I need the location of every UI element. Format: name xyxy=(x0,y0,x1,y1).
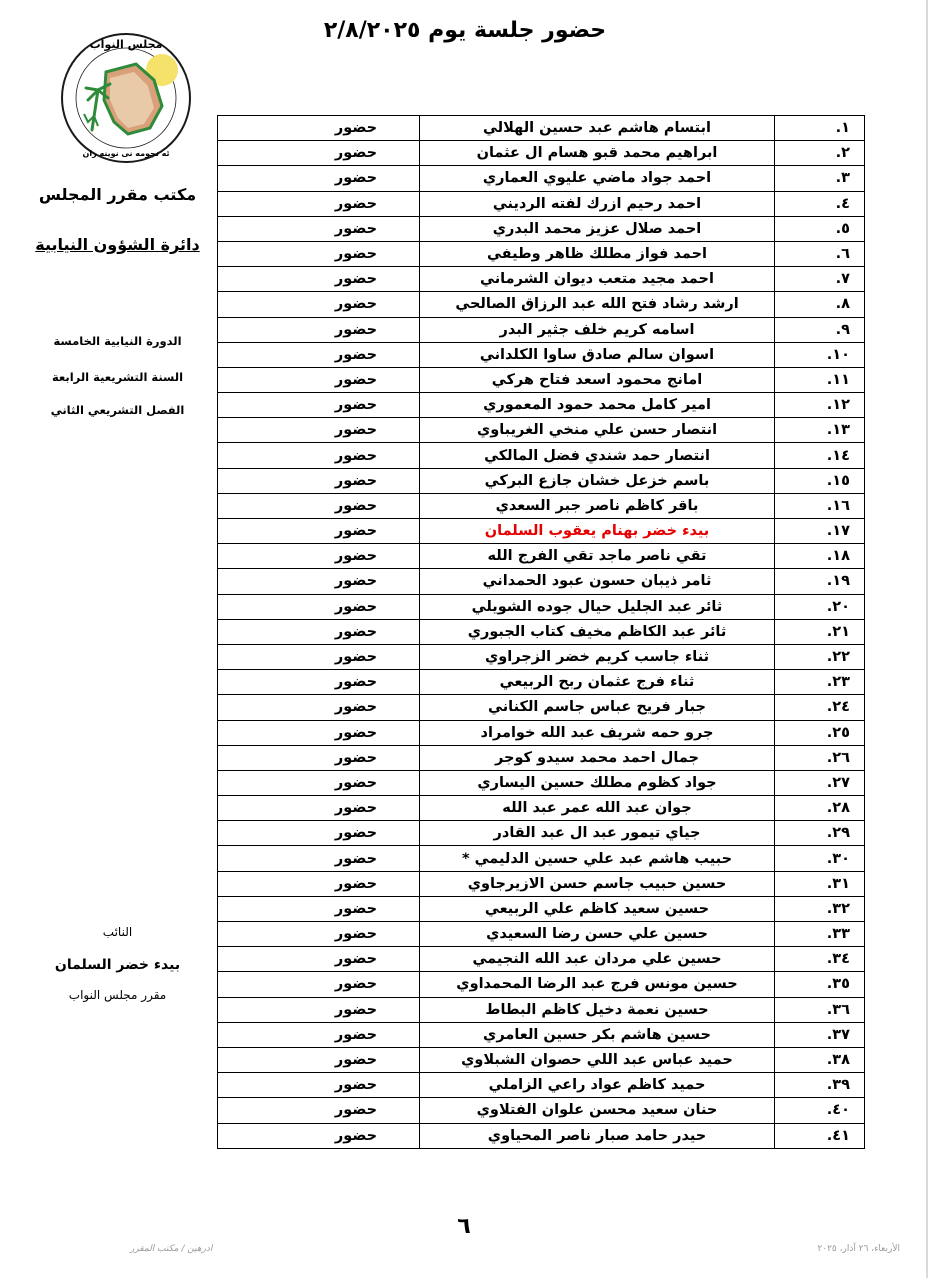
table-row xyxy=(218,821,865,846)
attendance-status: حضور xyxy=(218,241,420,266)
table-row xyxy=(218,1022,865,1047)
row-number: ١٠. xyxy=(775,342,865,367)
attendance-status: حضور xyxy=(218,720,420,745)
member-name: امانج محمود اسعد فتاح هركي xyxy=(420,367,775,392)
row-number: ٩. xyxy=(775,317,865,342)
row-number: ٢٦. xyxy=(775,745,865,770)
attendance-status: حضور xyxy=(218,594,420,619)
table-row xyxy=(218,493,865,518)
member-name: حسين علي مردان عبد الله النجيمي xyxy=(420,947,775,972)
member-name: جواد كظوم مطلك حسين اليساري xyxy=(420,770,775,795)
table-row xyxy=(218,670,865,695)
row-number: ٣٥. xyxy=(775,972,865,997)
row-number: ٤. xyxy=(775,191,865,216)
attendance-status: حضور xyxy=(218,468,420,493)
attendance-status: حضور xyxy=(218,695,420,720)
table-row xyxy=(218,1098,865,1123)
member-name: حسين حبيب جاسم حسن الازيرجاوي xyxy=(420,871,775,896)
attendance-status: حضور xyxy=(218,393,420,418)
table-row xyxy=(218,796,865,821)
member-name: ثائر عبد الجليل حيال جوده الشويلي xyxy=(420,594,775,619)
member-name: ثامر ذيبان حسون عبود الحمداني xyxy=(420,569,775,594)
attendance-status: حضور xyxy=(218,544,420,569)
attendance-status: حضور xyxy=(218,770,420,795)
row-number: ٣١. xyxy=(775,871,865,896)
row-number: ٢٩. xyxy=(775,821,865,846)
table-row xyxy=(218,317,865,342)
attendance-table xyxy=(217,115,865,1149)
table-row xyxy=(218,1123,865,1148)
attendance-status: حضور xyxy=(218,947,420,972)
member-name: باقر كاظم ناصر جبر السعدي xyxy=(420,493,775,518)
member-name: احمد صلال عزيز محمد البدري xyxy=(420,216,775,241)
attendance-status: حضور xyxy=(218,191,420,216)
row-number: ١٦. xyxy=(775,493,865,518)
office-label: مكتب مقرر المجلس xyxy=(38,185,197,204)
row-number: ١٢. xyxy=(775,393,865,418)
row-number: ٣٢. xyxy=(775,896,865,921)
table-row xyxy=(218,519,865,544)
attendance-status: حضور xyxy=(218,619,420,644)
attendance-status: حضور xyxy=(218,493,420,518)
row-number: ١٤. xyxy=(775,443,865,468)
attendance-status: حضور xyxy=(218,896,420,921)
member-name: ثناء جاسب كريم خضر الزجراوي xyxy=(420,644,775,669)
member-name: جوان عبد الله عمر عبد الله xyxy=(420,796,775,821)
member-name: حبيب هاشم عبد علي حسين الدليمي * xyxy=(420,846,775,871)
row-number: ١٧. xyxy=(775,519,865,544)
table-row xyxy=(218,166,865,191)
row-number: ٣٨. xyxy=(775,1047,865,1072)
table-row xyxy=(218,871,865,896)
attendance-status: حضور xyxy=(218,745,420,770)
table-row xyxy=(218,695,865,720)
row-number: ١٣. xyxy=(775,418,865,443)
table-row xyxy=(218,216,865,241)
member-name: امير كامل محمد حمود المعموري xyxy=(420,393,775,418)
attendance-status: حضور xyxy=(218,267,420,292)
department-label: دائرة الشؤون النيابية xyxy=(35,235,200,254)
member-name: ابراهيم محمد قبو هسام ال عثمان xyxy=(420,141,775,166)
member-name: ابتسام هاشم عبد حسين الهلالي xyxy=(420,116,775,141)
semester-label: الفصل التشريعي الثاني xyxy=(50,403,185,417)
table-row xyxy=(218,947,865,972)
member-name: احمد مجيد متعب ديوان الشرماني xyxy=(420,267,775,292)
table-row xyxy=(218,896,865,921)
parliament-logo xyxy=(58,30,194,166)
table-row xyxy=(218,770,865,795)
table-row xyxy=(218,1047,865,1072)
table-row xyxy=(218,116,865,141)
table-row xyxy=(218,569,865,594)
attendance-status: حضور xyxy=(218,871,420,896)
row-number: ٢٨. xyxy=(775,796,865,821)
row-number: ١٩. xyxy=(775,569,865,594)
attendance-status: حضور xyxy=(218,519,420,544)
member-name: جبار فريح عباس جاسم الكناني xyxy=(420,695,775,720)
table-row xyxy=(218,644,865,669)
row-number: ٣٩. xyxy=(775,1073,865,1098)
attendance-status: حضور xyxy=(218,846,420,871)
attendance-status: حضور xyxy=(218,569,420,594)
row-number: ٥. xyxy=(775,216,865,241)
attendance-status: حضور xyxy=(218,796,420,821)
member-name: حيدر حامد صبار ناصر المحياوي xyxy=(420,1123,775,1148)
row-number: ١. xyxy=(775,116,865,141)
row-number: ٧. xyxy=(775,267,865,292)
row-number: ٢٠. xyxy=(775,594,865,619)
term-label: الدورة النيابية الخامسة xyxy=(53,334,182,348)
attendance-status: حضور xyxy=(218,972,420,997)
member-name: انتصار حسن علي منخي الغريباوي xyxy=(420,418,775,443)
member-name: حميد كاظم عواد راعي الزاملي xyxy=(420,1073,775,1098)
logo-top-text: مجلس النواب xyxy=(89,38,163,51)
table-row xyxy=(218,1073,865,1098)
table-row xyxy=(218,720,865,745)
member-name: حسين هاشم بكر حسين العامري xyxy=(420,1022,775,1047)
member-name: حميد عباس عبد اللي حصوان الشبلاوي xyxy=(420,1047,775,1072)
table-row xyxy=(218,997,865,1022)
attendance-status: حضور xyxy=(218,1022,420,1047)
member-name: حسين سعيد كاظم علي الربيعي xyxy=(420,896,775,921)
table-row xyxy=(218,191,865,216)
member-name: حسين مونس فرج عبد الرضا المحمداوي xyxy=(420,972,775,997)
row-number: ٢٢. xyxy=(775,644,865,669)
footer-left-note: ادرهين / مكتب المقرر xyxy=(130,1244,213,1254)
row-number: ١١. xyxy=(775,367,865,392)
table-row xyxy=(218,922,865,947)
table-row xyxy=(218,418,865,443)
member-name: حسين نعمة دخيل كاظم البطاط xyxy=(420,997,775,1022)
member-name: جمال احمد محمد سيدو كوجر xyxy=(420,745,775,770)
attendance-status: حضور xyxy=(218,166,420,191)
table-row xyxy=(218,141,865,166)
member-name: اسوان سالم صادق ساوا الكلداني xyxy=(420,342,775,367)
member-name: احمد جواد ماضي عليوي العماري xyxy=(420,166,775,191)
attendance-status: حضور xyxy=(218,1123,420,1148)
attendance-status: حضور xyxy=(218,317,420,342)
row-number: ٤٠. xyxy=(775,1098,865,1123)
attendance-status: حضور xyxy=(218,216,420,241)
attendance-status: حضور xyxy=(218,292,420,317)
attendance-status: حضور xyxy=(218,821,420,846)
attendance-status: حضور xyxy=(218,670,420,695)
member-name: جرو حمه شريف عبد الله خوامراد xyxy=(420,720,775,745)
member-name: انتصار حمد شندي فضل المالكي xyxy=(420,443,775,468)
member-name: جياي تيمور عبد ال عبد القادر xyxy=(420,821,775,846)
attendance-status: حضور xyxy=(218,922,420,947)
row-number: ٣٧. xyxy=(775,1022,865,1047)
table-row xyxy=(218,972,865,997)
attendance-table-body xyxy=(218,116,865,1149)
table-row xyxy=(218,367,865,392)
attendance-status: حضور xyxy=(218,342,420,367)
attendance-status: حضور xyxy=(218,443,420,468)
row-number: ٣٦. xyxy=(775,997,865,1022)
member-name: حنان سعيد محسن علوان الفتلاوي xyxy=(420,1098,775,1123)
table-row xyxy=(218,241,865,266)
row-number: ٣٤. xyxy=(775,947,865,972)
attendance-status: حضور xyxy=(218,367,420,392)
table-row xyxy=(218,342,865,367)
legislative-year-label: السنة التشريعية الرابعة xyxy=(51,370,184,384)
row-number: ٤١. xyxy=(775,1123,865,1148)
table-row xyxy=(218,594,865,619)
table-row xyxy=(218,292,865,317)
attendance-status: حضور xyxy=(218,1073,420,1098)
table-row xyxy=(218,443,865,468)
row-number: ٢٧. xyxy=(775,770,865,795)
member-name: ارشد رشاد فتح الله عبد الرزاق الصالحي xyxy=(420,292,775,317)
table-row xyxy=(218,468,865,493)
attendance-status: حضور xyxy=(218,418,420,443)
page-title: حضور جلسة يوم ٢/٨/٢٠٢٥ xyxy=(323,18,607,43)
member-name: احمد فواز مطلك ظاهر وطيفي xyxy=(420,241,775,266)
row-number: ٢١. xyxy=(775,619,865,644)
member-name: احمد رحيم ازرك لفته الرديني xyxy=(420,191,775,216)
row-number: ٢. xyxy=(775,141,865,166)
member-name: اسامه كريم خلف جثير البدر xyxy=(420,317,775,342)
row-number: ٣٠. xyxy=(775,846,865,871)
table-row xyxy=(218,846,865,871)
attendance-status: حضور xyxy=(218,116,420,141)
row-number: ٢٣. xyxy=(775,670,865,695)
member-name: حسين علي حسن رضا السعيدي xyxy=(420,922,775,947)
attendance-status: حضور xyxy=(218,997,420,1022)
member-name: ثناء فرج عثمان ربح الربيعي xyxy=(420,670,775,695)
signatory-role: النائب xyxy=(102,925,133,939)
member-name: ثائر عبد الكاظم مخيف كتاب الجبوري xyxy=(420,619,775,644)
attendance-status: حضور xyxy=(218,141,420,166)
row-number: ١٥. xyxy=(775,468,865,493)
signatory-position: مقرر مجلس النواب xyxy=(68,988,167,1002)
table-row xyxy=(218,745,865,770)
logo-bottom-text: ئه نجومه نی نوینه ران xyxy=(82,149,170,158)
row-number: ٦. xyxy=(775,241,865,266)
member-name: بيدء خضر بهنام يعقوب السلمان xyxy=(420,519,775,544)
footer-date: الأربعاء، ٢٦ آذار، ٢٠٢٥ xyxy=(817,1244,900,1254)
table-row xyxy=(218,393,865,418)
attendance-status: حضور xyxy=(218,644,420,669)
table-row xyxy=(218,544,865,569)
row-number: ٢٤. xyxy=(775,695,865,720)
attendance-status: حضور xyxy=(218,1098,420,1123)
row-number: ١٨. xyxy=(775,544,865,569)
row-number: ٨. xyxy=(775,292,865,317)
member-name: باسم خزعل خشان جازع البركي xyxy=(420,468,775,493)
row-number: ٣٣. xyxy=(775,922,865,947)
signatory-name: بيدء خضر السلمان xyxy=(54,957,181,973)
row-number: ٣. xyxy=(775,166,865,191)
member-name: تقي ناصر ماجد تقي الفرج الله xyxy=(420,544,775,569)
attendance-status: حضور xyxy=(218,1047,420,1072)
table-row xyxy=(218,267,865,292)
page-number: ٦ xyxy=(457,1214,471,1239)
table-row xyxy=(218,619,865,644)
row-number: ٢٥. xyxy=(775,720,865,745)
